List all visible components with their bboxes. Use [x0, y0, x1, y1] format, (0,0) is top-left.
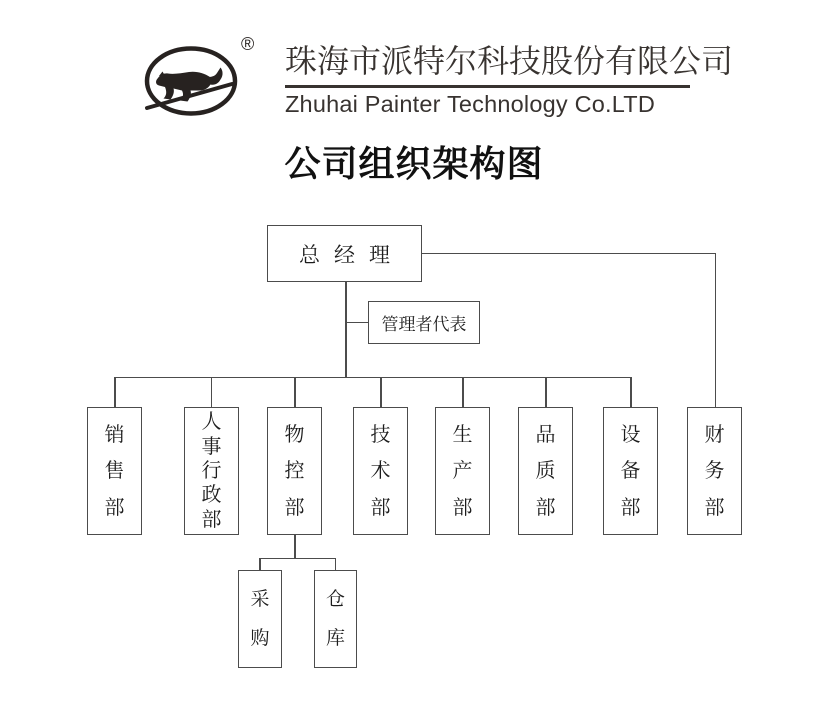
- company-name-zh: 珠海市派特尔科技股份有限公司: [285, 43, 734, 79]
- node-dept-hr-admin: 人 事 行 政 部: [184, 407, 239, 535]
- connector-drop-tech: [380, 377, 382, 408]
- node-general-manager: 总 经 理: [267, 225, 422, 282]
- connector-finance-down: [715, 253, 717, 408]
- connector-root-down: [345, 282, 347, 377]
- connector-distribution: [114, 377, 631, 379]
- node-sub-purchasing: 采 购: [238, 570, 282, 668]
- node-dept-technology: 技 术 部: [353, 407, 408, 535]
- connector-drop-sales: [114, 377, 116, 408]
- connector-drop-hr: [211, 377, 213, 408]
- company-name-en: Zhuhai Painter Technology Co.LTD: [285, 91, 655, 117]
- node-dept-sales: 销 售 部: [87, 407, 142, 535]
- connector-drop-production: [462, 377, 464, 408]
- connector-drop-quality: [545, 377, 547, 408]
- panther-logo-icon: [144, 40, 242, 118]
- connector-sub-distribution: [259, 558, 336, 560]
- connector-drop-material: [294, 377, 296, 408]
- node-dept-finance: 财 务 部: [687, 407, 742, 535]
- connector-drop-equipment: [630, 377, 632, 408]
- connector-material-down: [294, 535, 296, 558]
- node-dept-material-control: 物 控 部: [267, 407, 322, 535]
- registered-trademark: ®: [241, 34, 255, 54]
- header-divider: [285, 85, 690, 88]
- page-title: 公司组织架构图: [284, 143, 544, 184]
- connector-staff: [346, 322, 368, 324]
- node-sub-warehouse: 仓 库: [314, 570, 357, 668]
- node-dept-equipment: 设 备 部: [603, 407, 658, 535]
- node-dept-production: 生 产 部: [435, 407, 490, 535]
- company-names: [285, 41, 734, 118]
- connector-root-right: [422, 253, 716, 255]
- node-management-representative: 管理者代表: [368, 301, 480, 344]
- node-dept-quality: 品 质 部: [518, 407, 573, 535]
